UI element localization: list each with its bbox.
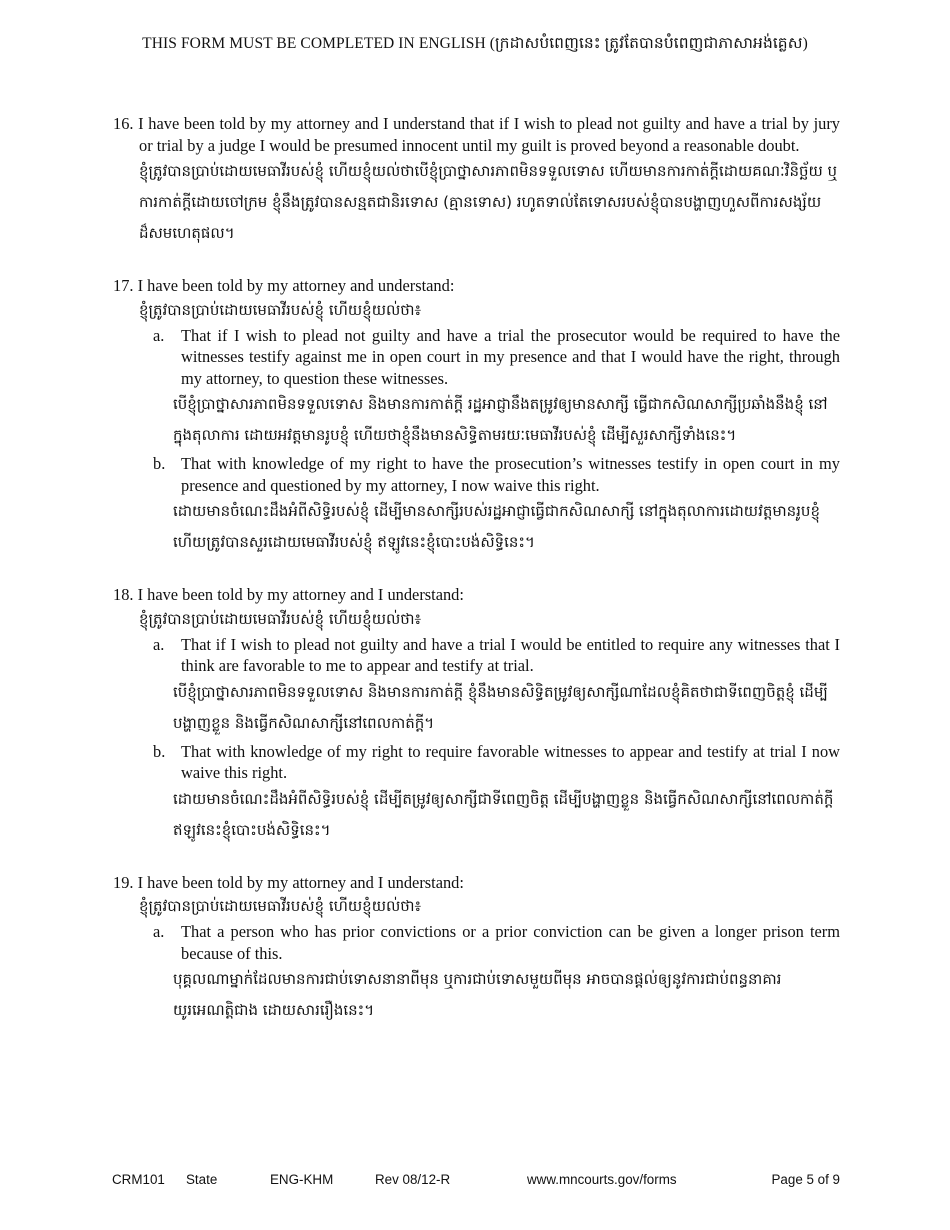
item-17a-khmer: បើខ្ញុំប្រាថ្នាសារភាពមិនទទួលទោស និងមានការកាត់ក្តី រដ្ឋអាជ្ញានឹងតម្រូវឲ្យមានសាក្សី ធ្វើជាកសិណសាក្សីប្រឆាំងនឹងខ្ញុំ នៅក្នុងតុលាការ ដោយអវត្តមានរូបខ្ញុំ ហើយថាខ្ញុំនឹងមានសិទ្ធិតាមរយៈមេធាវីរបស់ខ្ញុំ ដើម្បីសួរសាក្សីទាំងនេះ។	[173, 395, 828, 444]
page-footer	[112, 1172, 840, 1190]
item-18-english: 18. I have been told by my attorney and I understand:	[113, 585, 464, 604]
item-19a-english: That a person who has prior convictions or a prior conviction can be given a longer prison term because of this.	[181, 922, 840, 963]
item-18a-khmer: បើខ្ញុំប្រាថ្នាសារភាពមិនទទួលទោស និងមានការកាត់ក្តី ខ្ញុំនឹងមានសិទ្ធិតម្រូវឲ្យសាក្សីណាដែលខ្ញុំគិតថាជាទីពេញចិត្តខ្ញុំ ដើម្បីបង្ហាញខ្លួន និងធ្វើកសិណសាក្សីនៅពេលកាត់ក្តី។	[173, 682, 828, 732]
forms-url-link[interactable]: www.mncourts.gov/forms	[527, 1172, 677, 1187]
subitem-letter: a.	[153, 634, 165, 654]
page-number: Page 5 of 9	[771, 1172, 840, 1187]
subitem-letter: a.	[153, 325, 165, 345]
item-17b-english: That with knowledge of my right to have the prosecution’s witnesses testify in open court in my presence and questioned by my attorney, I now waive this right.	[181, 454, 840, 495]
item-19	[113, 872, 840, 1027]
item-19-subitems	[113, 921, 840, 1026]
item-18a-english: That if I wish to plead not guilty and have a trial I would be entitled to require any witnesses that I think are favorable to me to appear and testify at trial.	[181, 634, 840, 675]
item-18	[113, 584, 840, 846]
item-17a	[113, 325, 840, 452]
item-17a-english: That if I wish to plead not guilty and have a trial the prosecutor would be required to have the witnesses testify against me in open court in my presence and that I would have the right, through my attorney, to question these witnesses.	[181, 325, 840, 388]
subitem-letter: a.	[153, 922, 165, 941]
item-18b	[113, 741, 840, 846]
item-17-english: 17. I have been told by my attorney and understand:	[113, 276, 455, 295]
item-19a	[113, 921, 840, 1026]
item-17-subitems	[113, 325, 840, 559]
item-18b-khmer: ដោយមានចំណេះដឹងអំពីសិទ្ធិរបស់ខ្ញុំ ដើម្បីតម្រូវឲ្យសាក្សីជាទីពេញចិត្ត ដើម្បីបង្ហាញខ្លួន និងធ្វើកសិណសាក្សីនៅពេលកាត់ក្តី ឥឡូវនេះខ្ញុំបោះបង់សិទ្ធិនេះ។	[173, 789, 834, 839]
subitem-letter: b.	[153, 741, 166, 761]
form-content	[113, 113, 840, 1052]
form-revision: Rev 08/12-R	[375, 1172, 451, 1187]
item-18-subitems	[113, 634, 840, 846]
page-header: THIS FORM MUST BE COMPLETED IN ENGLISH (ក្រដាសបំពេញនេះ ត្រូវតែបានបំពេញជាភាសាអង់គ្លេស)	[142, 35, 808, 52]
form-language: ENG-KHM	[270, 1172, 334, 1187]
subitem-letter: b.	[153, 454, 166, 473]
item-16-english: 16. I have been told by my attorney and I understand that if I wish to plead not guilty and have a trial by jury or trial by a judge I would be presumed innocent until my guilt is proved beyond a reasonable doubt.	[113, 114, 840, 155]
item-17-khmer: ខ្ញុំត្រូវបានប្រាប់ដោយមេធាវីរបស់ខ្ញុំ ហើយខ្ញុំយល់ថា៖	[139, 300, 422, 319]
form-code: CRM101	[112, 1172, 165, 1187]
item-18a	[113, 634, 840, 739]
item-18b-english: That with knowledge of my right to require favorable witnesses to appear and testify at trial I now waive this right.	[181, 741, 840, 782]
form-category: State	[186, 1172, 218, 1187]
item-17b-khmer: ដោយមានចំណេះដឹងអំពីសិទ្ធិរបស់ខ្ញុំ ដើម្បីមានសាក្សីរបស់រដ្ឋអាជ្ញាធ្វើជាកសិណសាក្សី នៅក្នុងតុលាការដោយវត្តមានរូបខ្ញុំ ហើយត្រូវបានសួរដោយមេធាវីរបស់ខ្ញុំ ឥឡូវនេះខ្ញុំបោះបង់សិទ្ធិនេះ។	[173, 502, 820, 551]
item-19-khmer: ខ្ញុំត្រូវបានប្រាប់ដោយមេធាវីរបស់ខ្ញុំ ហើយខ្ញុំយល់ថា៖	[139, 897, 422, 915]
item-19a-khmer: បុគ្គលណាម្នាក់ដែលមានការជាប់ទោសនានាពីមុន ឬការជាប់ទោសមួយពីមុន អាចបានផ្តល់ឲ្យនូវការជាប់ពន្ធនាគារយូរអេណត្តិជាង ដោយសាររឿងនេះ។	[173, 970, 782, 1019]
item-17	[113, 275, 840, 558]
item-16-khmer: ខ្ញុំត្រូវបានប្រាប់ដោយមេធាវីរបស់ខ្ញុំ ហើយខ្ញុំយល់ថាបើខ្ញុំប្រាថ្នាសារភាពមិនទទួលទោស ហើយមានការកាត់ក្តីដោយគណៈវិនិច្ឆ័យ ឬការកាត់ក្តីដោយចៅក្រម ខ្ញុំនឹងត្រូវបានសន្មតជានិរទោស (គ្មានទោស) រហូតទាល់តែទោសរបស់ខ្ញុំបានបង្ហាញហួសពីការសង្ស័យដ៏សមហេតុផល។	[139, 162, 838, 242]
item-18-khmer: ខ្ញុំត្រូវបានប្រាប់ដោយមេធាវីរបស់ខ្ញុំ ហើយខ្ញុំយល់ថា៖	[139, 609, 422, 628]
item-19-english: 19. I have been told by my attorney and I understand:	[113, 872, 464, 892]
item-16	[113, 113, 840, 249]
item-17b	[113, 453, 840, 558]
